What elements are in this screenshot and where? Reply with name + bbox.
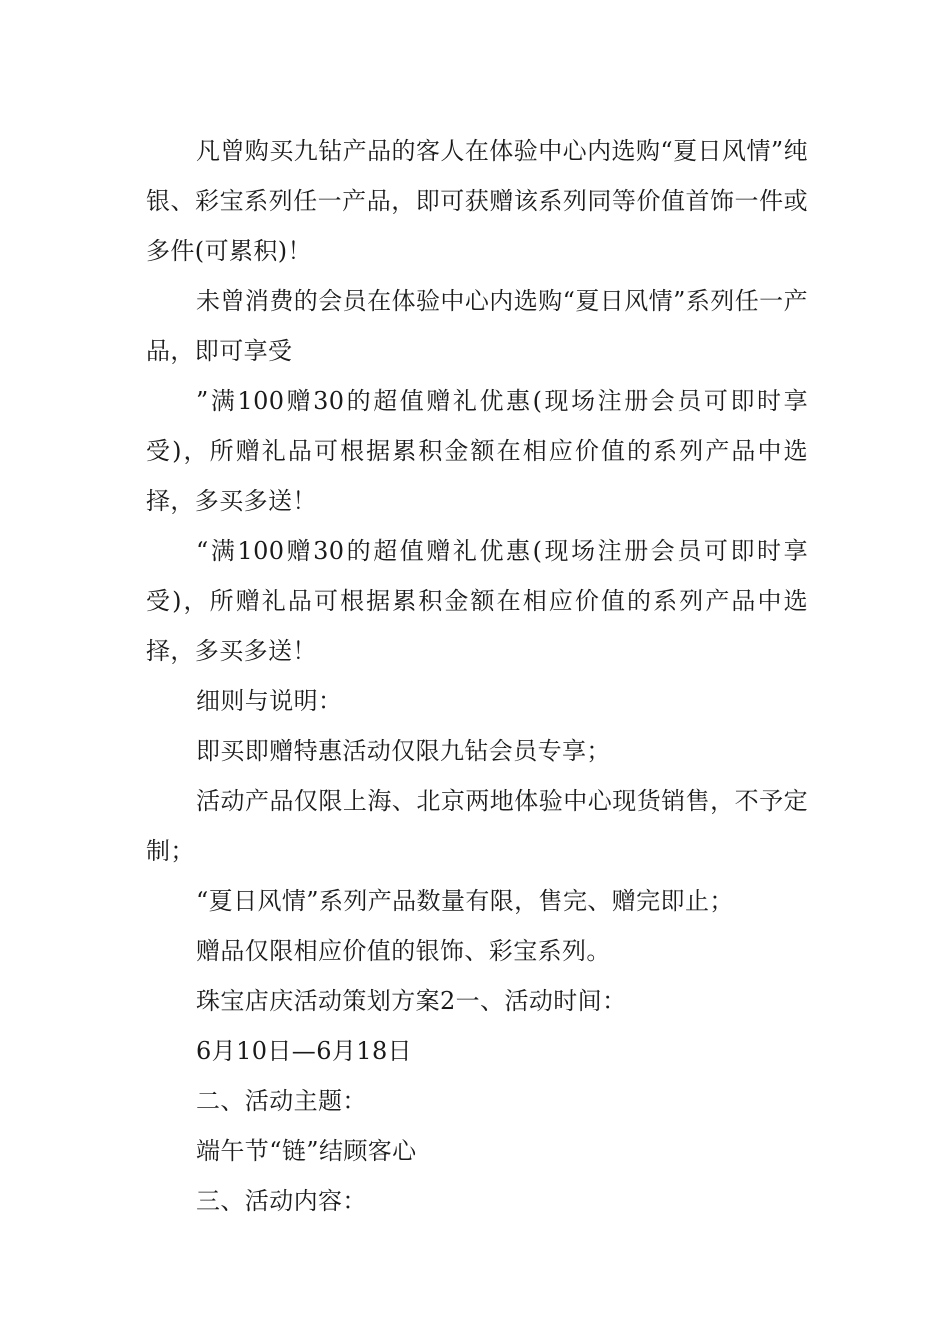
paragraph: 端午节“链”结顾客心 [196, 1137, 417, 1165]
paragraph: 赠品仅限相应价值的银饰、彩宝系列。 [196, 937, 611, 965]
paragraph: 细则与说明： [196, 687, 343, 715]
paragraph: 二、活动主题： [196, 1087, 367, 1115]
paragraph: 活动产品仅限上海、北京两地体验中心现货销售，不予定制； [146, 787, 808, 865]
paragraph: 6月10日—6月18日 [196, 1037, 413, 1065]
paragraph: 即买即赠特惠活动仅限九钻会员专享； [196, 737, 611, 765]
paragraph: 三、活动内容： [196, 1187, 367, 1215]
paragraph: “满100赠30的超值赠礼优惠(现场注册会员可即时享受)，所赠礼品可根据累积金额在相应价值的系列产品中选择，多买多送！ [146, 537, 808, 665]
paragraph: 珠宝店庆活动策划方案2一、活动时间： [196, 987, 627, 1015]
paragraph: ”满100赠30的超值赠礼优惠(现场注册会员可即时享受)，所赠礼品可根据累积金额在相应价值的系列产品中选择，多买多送！ [146, 387, 808, 515]
document-body [146, 126, 808, 1226]
paragraph: “夏日风情”系列产品数量有限，售完、赠完即止； [196, 887, 734, 915]
paragraph: 未曾消费的会员在体验中心内选购“夏日风情”系列任一产品，即可享受 [146, 287, 808, 365]
paragraph: 凡曾购买九钻产品的客人在体验中心内选购“夏日风情”纯银、彩宝系列任一产品，即可获赠该系列同等价值首饰一件或多件(可累积)！ [146, 137, 808, 265]
